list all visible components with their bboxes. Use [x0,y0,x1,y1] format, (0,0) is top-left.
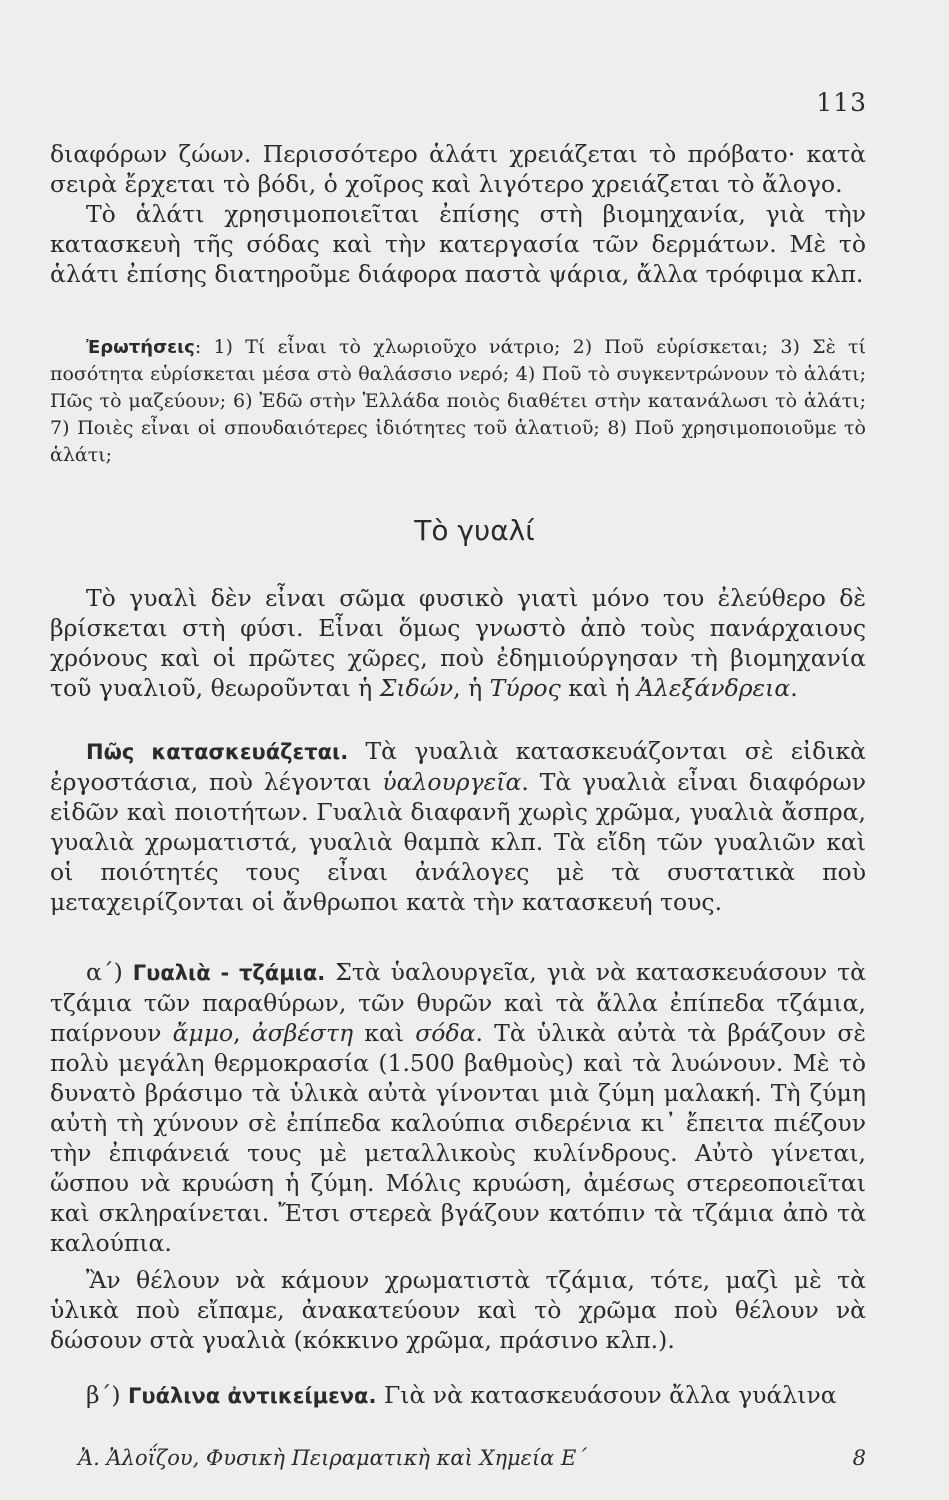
questions-label: Ἐρωτήσεις [86,337,195,358]
paragraph-industry: Τὸ ἁλάτι χρησιμοποιεῖται ἐπίσης στὴ βιομηχανία, γιὰ τὴν κατασκευὴ τῆς σόδας καὶ τὴν κατεργασία τῶν δερμάτων. Μὲ τὸ ἁλάτι ἐπίσης διατηροῦμε διάφορα παστὰ ψάρια, ἄλλα τρόφιμα κλπ. [50,200,866,288]
page-footer [50,1446,866,1470]
item-number-a: α΄) [86,958,123,986]
paragraph-animals: διαφόρων ζώων. Περισσότερο ἁλάτι χρειάζεται τὸ πρόβατο· κατὰ σειρὰ ἔρχεται τὸ βόδι, ὁ χοῖρος καὶ λιγότερο χρειάζεται τὸ ἄλογο. [50,140,866,198]
term-sand: ἄμμο [172,1019,234,1047]
paragraph-colored-glass: Ἂν θέλουν νὰ κάμουν χρωματιστὰ τζάμια, τότε, μαζὶ μὲ τὰ ὑλικὰ ποὺ εἴπαμε, ἀνακατεύουν καὶ τὸ χρῶμα ποὺ θέλουν νὰ δώσουν στὰ γυαλιὰ (κόκκινο χρῶμα, πράσινο κλπ.). [50,1266,866,1354]
glass-objects-heading: Γυάλινα ἀντικείμενα. [128,1384,377,1408]
sep-3: , [233,1019,252,1047]
term-glassworks: ὑαλουργεῖα [382,768,522,796]
manufacture-text-1: Τὰ γυαλιὰ κατασκευάζονται σὲ εἰδικὰ ἐργοστάσια, ποὺ λέγονται [50,737,867,796]
paragraph-glass-intro [50,583,866,703]
review-questions [50,334,866,469]
sep-2: καὶ ἡ [560,674,638,702]
section-title: Τὸ γυαλί [414,514,535,547]
term-soda: σόδα [415,1019,476,1047]
manufacture-heading: Πῶς κατασκευάζεται. [86,740,349,764]
item-number-b: β΄) [86,1381,121,1409]
city-tyre: Τύρος [489,674,561,702]
period: . [790,674,798,702]
paragraph-salt-uses [50,139,866,289]
window-glass-heading: Γυαλιὰ - τζάμια. [132,961,326,985]
window-glass-text-1: Στὰ ὑαλουργεῖα, γιὰ νὰ κατασκευάσουν τὰ τζάμια τῶν παραθύρων, τῶν θυρῶν καὶ τὰ ἄλλα ἐπίπεδα τζάμια, παίρνουν [50,958,866,1047]
footer-citation: Ἀ. Ἀλοΐζου, Φυσικὴ Πειραματικὴ καὶ Χημεία Ε΄ [78,1446,587,1470]
paragraph-window-glass [50,957,866,1258]
glass-objects-text: Γιὰ νὰ κατασκευάσουν ἄλλα γυάλινα [376,1381,837,1409]
window-glass-text-2: . Τὰ ὑλικὰ αὐτὰ τὰ βράζουν σὲ πολὺ μεγάλη θερμοκρασία (1.500 βαθμοὺς) καὶ τὰ λυώνουν. Μὲ τὸ δυνατὸ βράσιμο τὰ ὑλικὰ αὐτὰ γίνονται μιὰ ζύμη μαλακή. Τὴ ζύμη αὐτὴ τὴ χύνουν σὲ ἐπίπεδα καλούπια σιδερένια κι᾿ ἔπειτα πιέζουν τὴν ἐπιφάνειά τους μὲ μεταλλικοὺς κυλίνδρους. Αὐτὸ γίνεται, ὥσπου νὰ κρυώση ἡ ζύμη. Μόλις κρυώση, ἀμέσως στερεοποιεῖται καὶ σκληραίνεται. Ἔτσι στερεὰ βγάζουν κατόπιν τὰ τζάμια ἀπὸ τὰ καλούπια. [50,1019,866,1257]
footer-signature: 8 [852,1446,866,1470]
manufacture-text-2: . Τὰ γυαλιὰ εἶναι διαφόρων εἰδῶν καὶ ποιοτήτων. Γυαλιὰ διαφανῆ χωρὶς χρῶμα, γυαλιὰ ἄσπρα, γυαλιὰ χρωματιστά, γυαλιὰ θαμπὰ κλπ. Τὰ εἴδη τῶν γυαλιῶν καὶ οἱ ποιότητές τους εἶναι ἀνάλογες μὲ τὰ συστατικὰ ποὺ μεταχειρίζονται οἱ ἄνθρωποι κατὰ τὴν κατασκευή τους. [50,768,866,916]
city-alexandria: Ἀλεξάνδρεια [637,674,791,702]
glass-intro-text: Τὸ γυαλὶ δὲν εἶναι σῶμα φυσικὸ γιατὶ μόνο του ἐλεύθερο δὲ βρίσκεται στὴ φύσι. Εἶναι ὅμως γνωστὸ ἀπὸ τοὺς πανάρχαιους χρόνους καὶ οἱ πρῶτες χῶρες, ποὺ ἐδημιούργησαν τὴ βιομηχανία τοῦ γυαλιοῦ, θεωροῦνται ἡ [50,584,866,702]
questions-text: : 1) Τί εἶναι τὸ χλωριοῦχο νάτριο; 2) Ποῦ εὑρίσκεται; 3) Σὲ τί ποσότητα εὑρίσκεται μέσα στὸ θαλάσσιο νερό; 4) Ποῦ τὸ συγκεντρώνουν τὸ ἁλάτι; Πῶς τὸ μαζεύουν; 6) Ἐδῶ στὴν Ἑλλάδα ποιὸς διαθέτει στὴν κατανάλωσι τὸ ἁλάτι; 7) Ποιὲς εἶναι οἱ σπουδαιότερες ἰδιότητες τοῦ ἁλατιοῦ; 8) Ποῦ χρησιμοποιοῦμε τὸ ἁλάτι; [50,336,866,466]
paragraph-glass-objects [50,1380,866,1411]
sep-1: , ἡ [453,674,490,702]
city-sidon: Σιδών [379,674,454,702]
sep-4: καὶ [353,1019,416,1047]
term-lime: ἀσβέστη [251,1019,354,1047]
paragraph-manufacture [50,736,866,917]
page-number: 113 [816,88,867,117]
